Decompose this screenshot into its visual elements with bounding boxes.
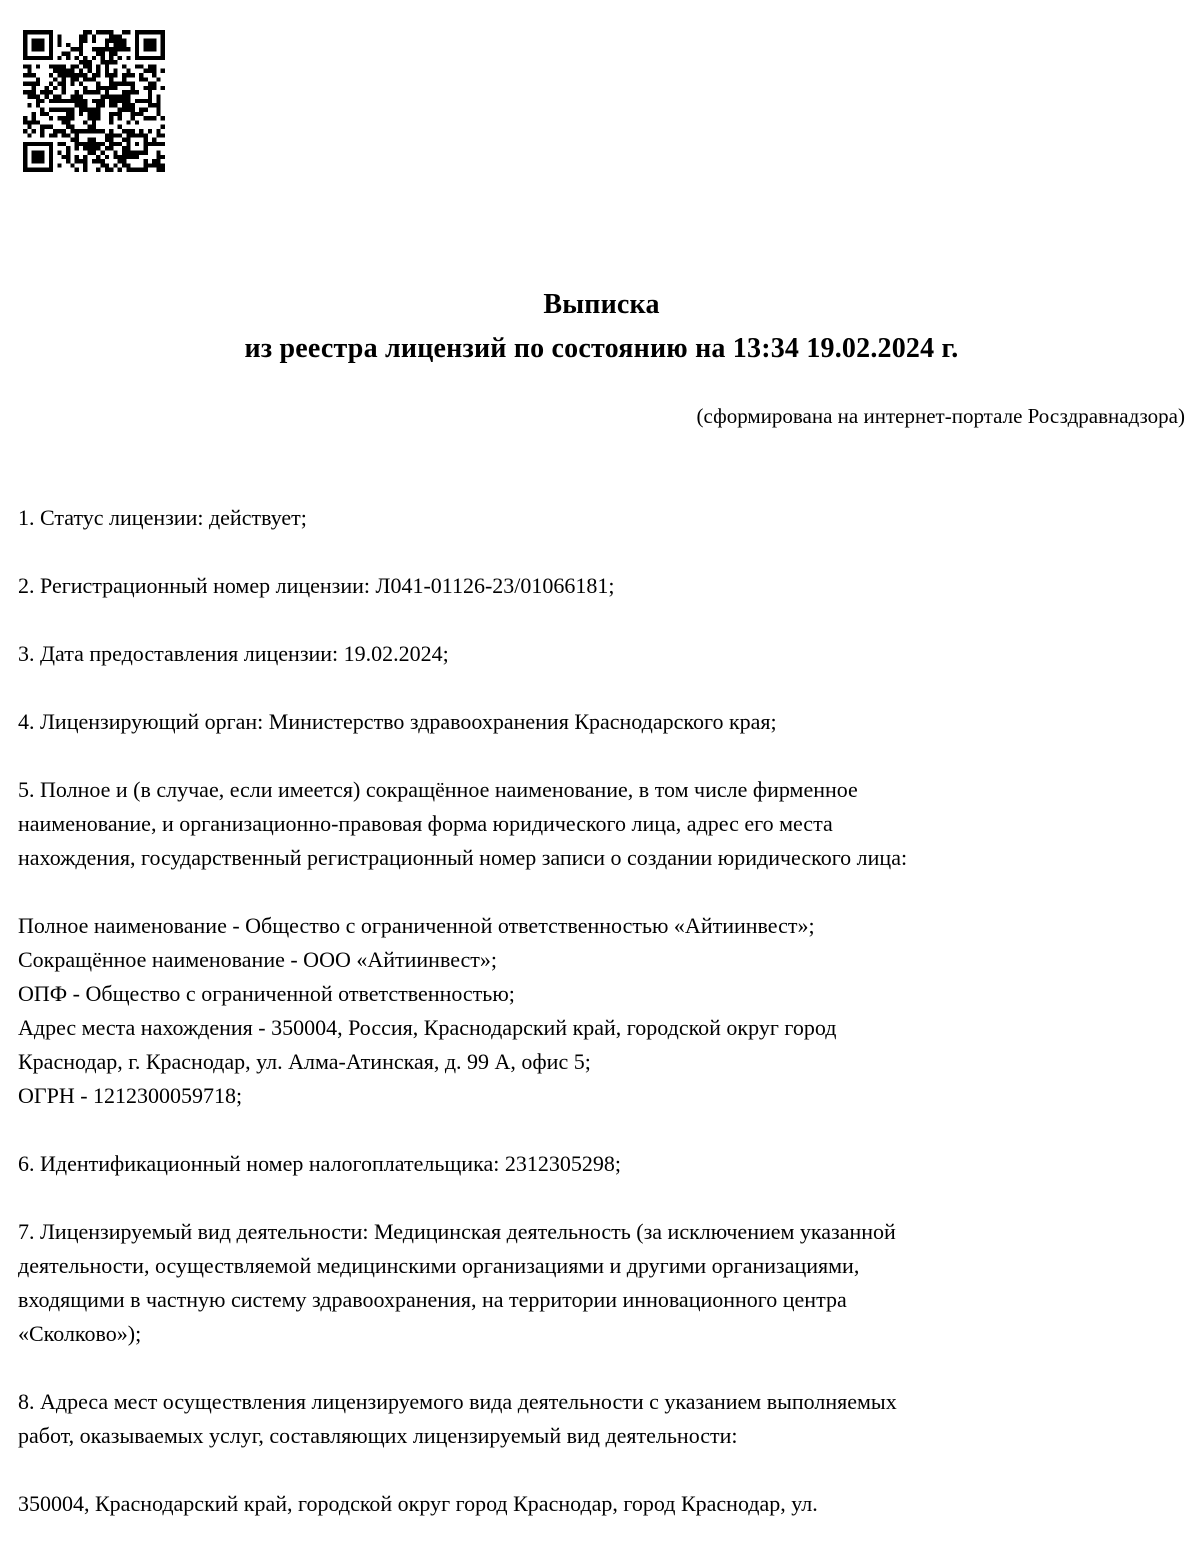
licensed-activity bbox=[18, 1215, 1185, 1351]
item-5-heading bbox=[18, 773, 1185, 875]
text-line: 3. Дата предоставления лицензии: 19.02.2024; bbox=[18, 641, 449, 666]
text-line: 2. Регистрационный номер лицензии: Л041-01126-23/01066181; bbox=[18, 573, 615, 598]
text-line: нахождения, государственный регистрационный номер записи о создании юридического лица: bbox=[18, 845, 908, 870]
text-line: входящими в частную систему здравоохранения, на территории инновационного центра bbox=[18, 1287, 847, 1312]
text-line: ОГРН - 1212300059718; bbox=[18, 1083, 243, 1108]
text-line: Адрес места нахождения - 350004, Россия, Краснодарский край, городской округ город bbox=[18, 1015, 837, 1040]
grant-date bbox=[18, 637, 1185, 671]
text-line: 8. Адреса мест осуществления лицензируемого вида деятельности с указанием выполняемых bbox=[18, 1389, 897, 1414]
text-line: 5. Полное и (в случае, если имеется) сокращённое наименование, в том числе фирменное bbox=[18, 777, 858, 802]
document-body bbox=[18, 501, 1185, 1521]
activity-address bbox=[18, 1487, 1185, 1521]
qr-code-icon bbox=[23, 30, 165, 172]
document-subtitle: (сформирована на интернет-портале Росздравнадзора) bbox=[696, 404, 1185, 428]
document-title bbox=[18, 283, 1185, 371]
registration-number bbox=[18, 569, 1185, 603]
text-line: 4. Лицензирующий орган: Министерство здравоохранения Краснодарского края; bbox=[18, 709, 777, 734]
taxpayer-id bbox=[18, 1147, 1185, 1181]
text-line: 1. Статус лицензии: действует; bbox=[18, 505, 307, 530]
text-line: работ, оказываемых услуг, составляющих лицензируемый вид деятельности: bbox=[18, 1423, 738, 1448]
text-line: Сокращённое наименование - ООО «Айтиинвест»; bbox=[18, 947, 498, 972]
licensing-authority bbox=[18, 705, 1185, 739]
license-status bbox=[18, 501, 1185, 535]
text-line: ОПФ - Общество с ограниченной ответственностью; bbox=[18, 981, 515, 1006]
text-line: 350004, Краснодарский край, городской округ город Краснодар, город Краснодар, ул. bbox=[18, 1491, 818, 1516]
text-line: 6. Идентификационный номер налогоплательщика: 2312305298; bbox=[18, 1151, 621, 1176]
item-8-heading bbox=[18, 1385, 1185, 1453]
title-line-2: из реестра лицензий по состоянию на 13:34 19.02.2024 г. bbox=[244, 333, 959, 364]
title-line-1: Выписка bbox=[543, 289, 660, 320]
text-line: наименование, и организационно-правовая форма юридического лица, адрес его места bbox=[18, 811, 833, 836]
text-line: деятельности, осуществляемой медицинскими организациями и другими организациями, bbox=[18, 1253, 860, 1278]
text-line: Краснодар, г. Краснодар, ул. Алма-Атинская, д. 99 А, офис 5; bbox=[18, 1049, 591, 1074]
text-line: «Сколково»); bbox=[18, 1321, 142, 1346]
text-line: 7. Лицензируемый вид деятельности: Медицинская деятельность (за исключением указанной bbox=[18, 1219, 896, 1244]
organization-details bbox=[18, 909, 1185, 1113]
text-line: Полное наименование - Общество с ограниченной ответственностью «Айтиинвест»; bbox=[18, 913, 815, 938]
